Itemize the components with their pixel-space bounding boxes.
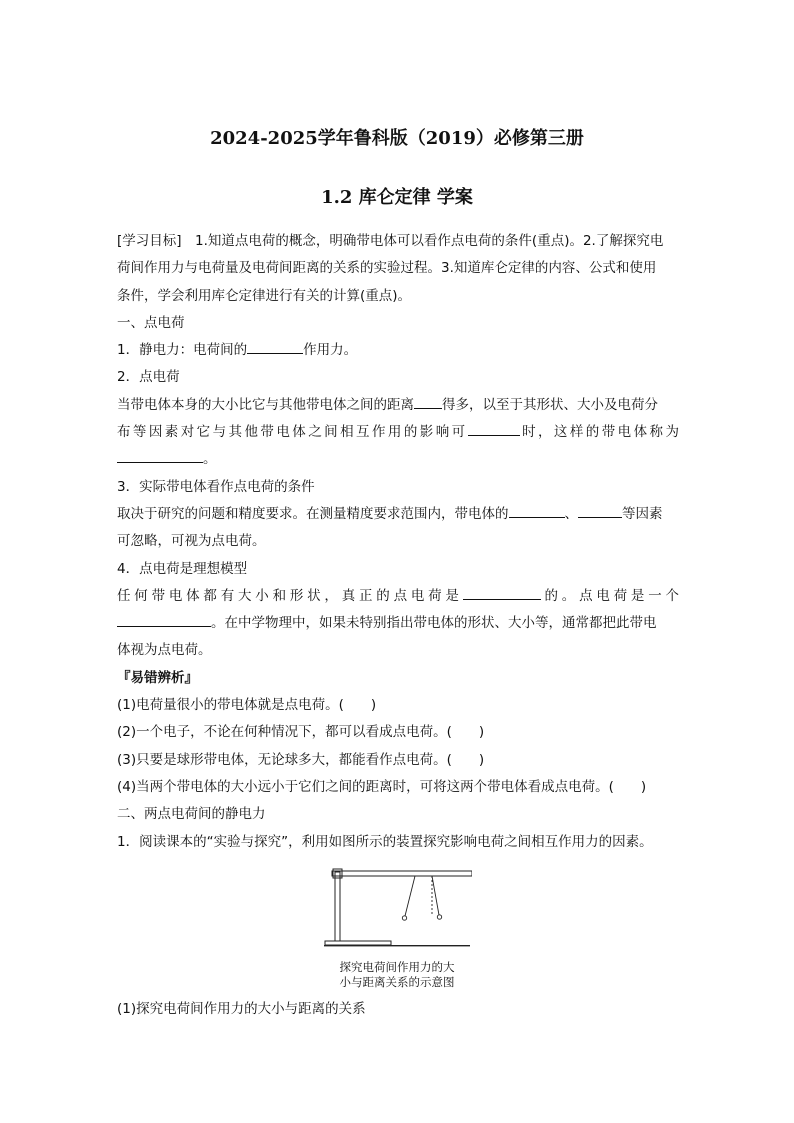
section-heading: 二、两点电荷间的静电力 [117, 806, 266, 823]
ideal-model-line-2: 。在中学物理中，如果未特别指出带电体的形状、大小等，通常都把此带电 [117, 610, 679, 637]
item-static-force: 1．静电力：电荷间的 作用力。 [117, 337, 679, 364]
point-charge-line-3: 。 [117, 446, 679, 473]
document-title: 2024-2025学年鲁科版（2019）必修第三册 [210, 128, 584, 149]
suspended-charge-a [402, 876, 415, 920]
learning-goals-line-2: 荷间作用力与电荷量及电荷间距离的关系的实验过程。3.知道库仑定律的内容、公式和使用 [117, 260, 657, 277]
experiment-instruction: 1．阅读课本的“实验与探究”，利用如图所示的装置探究影响电荷之间相互作用力的因素。 [117, 833, 653, 850]
fill-blank[interactable] [117, 612, 211, 627]
learning-goals-line-3: 条件，学会利用库仑定律进行有关的计算(重点)。 [117, 287, 412, 304]
subsection-distance: (1)探究电荷间作用力的大小与距离的关系 [117, 1001, 366, 1017]
fill-blank[interactable] [247, 339, 303, 354]
fill-blank[interactable] [463, 585, 541, 600]
learning-goals-line-1: [学习目标] 1.知道点电荷的概念，明确带电体可以看作点电荷的条件(重点)。2.了解探究电 [117, 233, 664, 249]
condition-line-1: 取决于研究的问题和精度要求。在测量精度要求范围内，带电体的 、 等因素 [117, 501, 679, 528]
fill-blank[interactable] [468, 421, 520, 436]
fill-blank[interactable] [578, 503, 622, 518]
point-charge-line-2: 布等因素对它与其他带电体之间相互作用的影响可 时，这样的带电体称为 [117, 419, 679, 446]
fill-blank[interactable] [414, 394, 442, 409]
item-heading: 2．点电荷 [117, 369, 180, 386]
item-heading: 3．实际带电体看作点电荷的条件 [117, 478, 315, 495]
learning-goals-label: [学习目标] [117, 233, 182, 249]
fill-blank[interactable] [509, 503, 565, 518]
pitfalls-heading: 『易错辨析』 [117, 669, 198, 686]
pitfall-question-2: (2)一个电子，不论在何种情况下，都可以看成点电荷。( ) [117, 724, 485, 741]
figure-caption: 探究电荷间作用力的大 小与距离关系的示意图 [339, 960, 455, 989]
pitfall-question-4: (4)当两个带电体的大小远小于它们之间的距离时，可将这两个带电体看成点电荷。( ) [117, 778, 647, 795]
horizontal-rod [332, 869, 472, 878]
stand-base [324, 941, 470, 946]
document-body [117, 228, 679, 856]
item-heading: 4．点电荷是理想模型 [117, 560, 248, 577]
ideal-model-line-3: 体视为点电荷。 [117, 642, 212, 659]
fill-blank[interactable] [117, 448, 203, 463]
section-heading: 一、点电荷 [117, 314, 185, 331]
point-charge-line-1: 当带电体本身的大小比它与其他带电体之间的距离 得多，以至于其形状、大小及电荷分 [117, 392, 679, 419]
ideal-model-line-1: 任何带电体都有大小和形状，真正的点电荷是 的。点电荷是一个 [117, 583, 679, 610]
document-subtitle: 1.2 库仑定律 学案 [321, 187, 473, 208]
suspended-charge-b [432, 876, 442, 919]
stand-pole [335, 872, 340, 941]
experiment-apparatus-figure [322, 866, 472, 956]
pitfall-question-3: (3)只要是球形带电体，无论球多大，都能看作点电荷。( ) [117, 751, 485, 768]
pitfall-question-1: (1)电荷量很小的带电体就是点电荷。( ) [117, 697, 377, 714]
condition-line-2: 可忽略，可视为点电荷。 [117, 533, 266, 550]
